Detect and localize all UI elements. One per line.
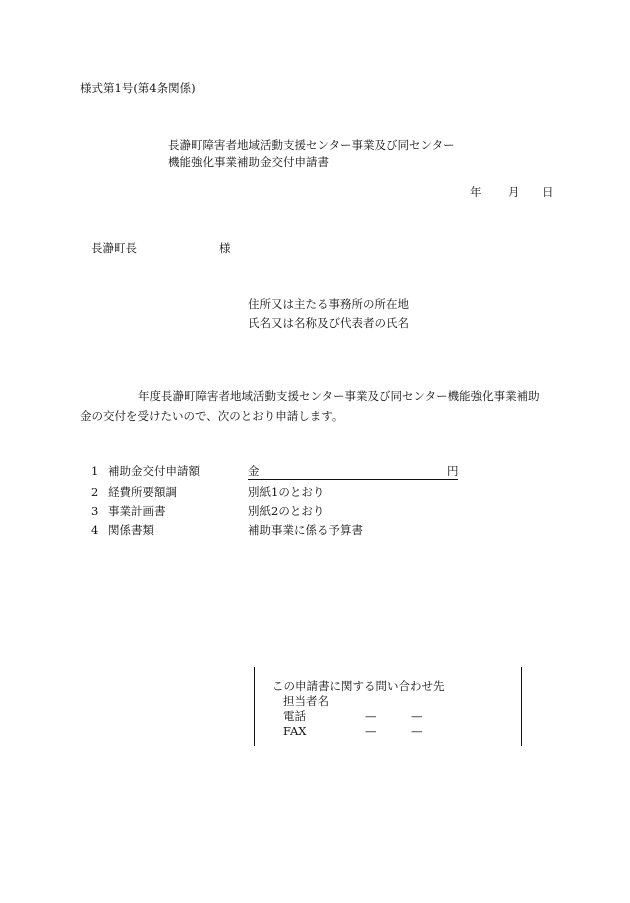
document-title-line2: 機能強化事業補助金交付申請書 (168, 155, 329, 169)
body-text-line2: 金の交付を受けたいので、次のとおり申請します。 (80, 409, 344, 423)
document-title-line1: 長瀞町障害者地域活動支援センター事業及び同センター (168, 138, 455, 152)
contact-fax-label: FAX (283, 724, 307, 738)
amount-prefix: 金 (248, 464, 260, 478)
item-value-expense-table: 別紙1のとおり (248, 485, 325, 499)
item-value-business-plan: 別紙2のとおり (248, 504, 325, 518)
form-number: 様式第1号(第4条関係) (80, 81, 196, 95)
item-value-related-documents: 補助事業に係る予算書 (248, 523, 363, 537)
contact-phone-label: 電話 (283, 709, 306, 723)
item-label-business-plan: 事業計画書 (108, 504, 166, 518)
amount-underline (248, 479, 458, 480)
item-number: 3 (91, 504, 99, 518)
contact-box-right-border (521, 667, 522, 746)
item-label-expense-table: 経費所要額調 (108, 485, 177, 499)
body-text-line1: 年度長瀞町障害者地域活動支援センター事業及び同センター機能強化事業補助 (138, 389, 540, 403)
recipient-name: 長瀞町長 (91, 241, 137, 255)
phone-separator: — (365, 709, 377, 723)
contact-heading: この申請書に関する問い合わせ先 (272, 679, 445, 693)
phone-separator: — (411, 709, 423, 723)
recipient-honorific: 様 (219, 241, 231, 255)
contact-box-left-border (254, 667, 255, 746)
date-year-label: 年 (470, 185, 482, 199)
item-label-grant-amount: 補助金交付申請額 (108, 464, 200, 478)
amount-unit: 円 (447, 464, 459, 478)
contact-person-label: 担当者名 (283, 694, 329, 708)
item-label-related-documents: 関係書類 (108, 523, 154, 537)
fax-separator: — (411, 724, 423, 738)
date-month-label: 月 (508, 185, 520, 199)
applicant-name-label: 氏名又は名称及び代表者の氏名 (248, 316, 409, 330)
item-number: 1 (91, 464, 99, 478)
fax-separator: — (365, 724, 377, 738)
applicant-address-label: 住所又は主たる事務所の所在地 (248, 297, 409, 311)
item-number: 4 (91, 523, 99, 537)
item-number: 2 (91, 485, 99, 499)
date-day-label: 日 (542, 185, 554, 199)
